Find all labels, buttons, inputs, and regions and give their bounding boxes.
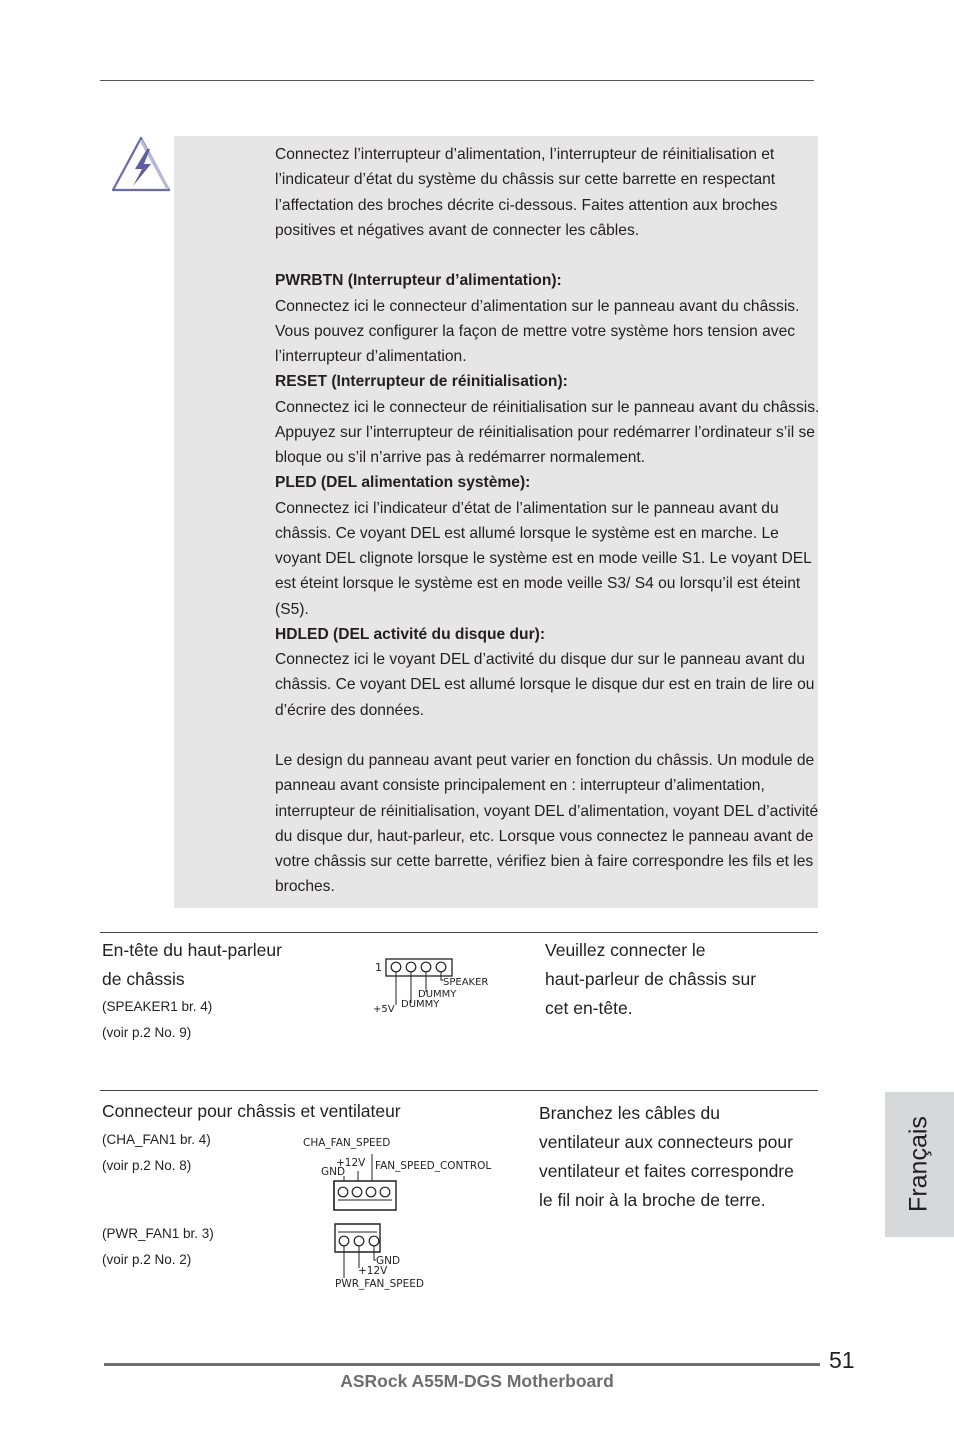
language-tab-label: Français — [904, 1116, 933, 1212]
dummy-label-top: DUMMY — [418, 989, 457, 1000]
top-rule — [100, 80, 814, 81]
cha-fan-pin — [380, 1187, 390, 1197]
hdled-title: HDLED (DEL activité du disque dur): — [275, 625, 546, 643]
speaker-label: SPEAKER — [443, 977, 489, 988]
speaker-pin — [436, 962, 446, 972]
speaker-section-rule — [100, 932, 818, 933]
design-text: Le design du panneau avant peut varier en fonction du châssis. Un module de panneau avant consiste principalement en : interrupteur d’alimentation, interrupteur de réinitialisation, voyant DEL d’alimentation, voyant DEL d’activité du disque dur, haut-parleur, etc. Lorsque vous connectez le panneau avant de votre châssis sur cette barrette, vérifiez bien à faire correspondre les fils et les broches. — [275, 752, 819, 896]
pwrbtn-title: PWRBTN (Interrupteur d’alimentation): — [275, 272, 562, 290]
speaker-description: Veuillez connecter le haut-parleur de châssis sur cet en-tête. — [545, 940, 757, 1018]
cha-fan-pin — [352, 1187, 362, 1197]
fan-description: Branchez les câbles du ventilateur aux connecteurs pour ventilateur et faites correspondre le fil noir à la broche de terre. — [539, 1103, 794, 1210]
pled-text: Connectez ici l’indicateur d’état de l’alimentation sur le panneau avant du châssis. Ce voyant DEL est allumé lorsque le système est en marche. Le voyant DEL clignote lorsque le système est en mode veille S1. Le voyant DEL est éteint lorsque le système est en mode veille S3/ S4 ou lorsqu’il est éteint (S5). — [275, 499, 812, 618]
pwr-fan-pin — [339, 1236, 349, 1246]
language-side-tab — [885, 1092, 954, 1237]
pwr-fan-ref: (PWR_FAN1 br. 3) (voir p.2 No. 2) — [102, 1226, 214, 1267]
pwr-plus12v-label: +12V — [358, 1265, 388, 1277]
footer-rule — [104, 1363, 820, 1366]
pwr-fan-pin — [354, 1236, 364, 1246]
speaker-title: En-tête du haut-parleur de châssis — [102, 940, 282, 989]
dummy-label-bottom: DUMMY — [401, 999, 440, 1010]
speaker-pin — [406, 962, 416, 972]
cha-fan-pin — [338, 1187, 348, 1197]
note-intro: Connectez l’interrupteur d’alimentation, l’interrupteur de réinitialisation et l’indicateur d’état du système du châssis sur cette barrette en respectant l’affectation des broches décrite ci-dessous. Faites attention aux broches positives et négatives avant de connecter les câbles. — [275, 146, 778, 239]
cha-fan-speed-control-label: FAN_SPEED_CONTROL — [375, 1160, 492, 1172]
note-text — [275, 142, 820, 900]
pwrbtn-text: Connectez ici le connecteur d’alimentation sur le panneau avant du châssis. Vous pouvez configurer la façon de mettre votre système hors tension avec l’interrupteur d’alimentation. — [275, 297, 800, 365]
reset-text: Connectez ici le connecteur de réinitialisation sur le panneau avant du châssis. Appuyez sur l’interrupteur de réinitialisation pour redémarrer l’ordinateur s’il se bloque ou s’il n’arrive pas à redémarrer normalement. — [275, 398, 820, 466]
pwr-gnd-label: GND — [376, 1255, 401, 1267]
plus5v-label: +5V — [373, 1004, 395, 1015]
cha-fan-diagram — [300, 1132, 505, 1212]
fan-section-rule — [100, 1090, 818, 1091]
lightning-warning-icon — [111, 136, 171, 192]
pwr-fan-speed-label: PWR_FAN_SPEED — [335, 1278, 424, 1290]
speaker-pin1-label: 1 — [375, 961, 382, 974]
speaker-header-diagram — [370, 955, 500, 1017]
page-number: 51 — [829, 1347, 855, 1373]
cha-gnd-label: GND — [321, 1166, 346, 1178]
speaker-pin — [421, 962, 431, 972]
hdled-text: Connectez ici le voyant DEL d’activité du disque dur sur le panneau avant du châssis. Ce voyant DEL est allumé lorsque le disque dur est en train de lire ou d’écrire des données. — [275, 651, 815, 719]
speaker-ref: (SPEAKER1 br. 4) (voir p.2 No. 9) — [102, 999, 213, 1040]
reset-title: RESET (Interrupteur de réinitialisation): — [275, 373, 568, 391]
speaker-pin — [391, 962, 401, 972]
footer-product-name: ASRock A55M-DGS Motherboard — [340, 1371, 614, 1391]
pwr-fan-pin — [369, 1236, 379, 1246]
cha-fan-speed-label: CHA_FAN_SPEED — [303, 1137, 391, 1149]
pwr-fan-diagram — [330, 1220, 450, 1294]
pled-title: PLED (DEL alimentation système): — [275, 474, 531, 492]
fan-title: Connecteur pour châssis et ventilateur — [102, 1101, 401, 1121]
cha-fan-ref: (CHA_FAN1 br. 4) (voir p.2 No. 8) — [102, 1132, 211, 1173]
cha-fan-pin — [366, 1187, 376, 1197]
cha-plus12v-label: +12V — [336, 1157, 366, 1169]
